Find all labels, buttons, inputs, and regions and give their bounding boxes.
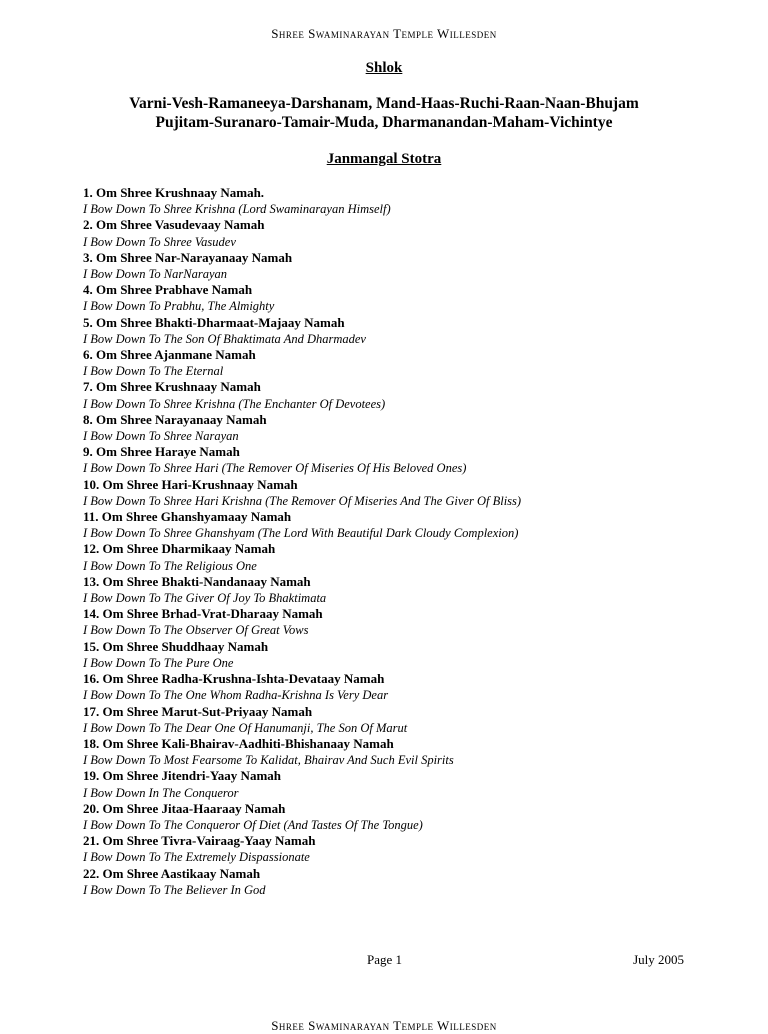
list-item [83,185,723,217]
shlok-title: Shlok [365,60,403,76]
mantra-meaning: I Bow Down To The Giver Of Joy To Bhaktimata [83,591,327,606]
list-item [83,379,723,411]
mantra-name: 7. Om Shree Krushnaay Namah [83,379,261,395]
page-number: Page 1 [367,952,403,967]
list-item [83,509,723,541]
mantra-name: 4. Om Shree Prabhave Namah [83,282,253,298]
mantra-name: 1. Om Shree Krushnaay Namah. [83,185,265,200]
list-item [83,282,723,314]
mantra-name: 16. Om Shree Radha-Krushna-Ishta-Devataay Namah [83,671,385,687]
mantra-meaning: I Bow Down To NarNarayan [83,267,228,282]
next-page-header: Shree Swaminarayan Temple Willesden [271,1018,497,1033]
mantra-name: 14. Om Shree Brhad-Vrat-Dharaay Namah [83,606,323,622]
list-item [83,801,723,833]
mantra-meaning: I Bow Down To The Extremely Dispassionate [83,850,310,865]
footer-date: July 2005 [633,952,684,967]
mantra-name: 13. Om Shree Bhakti-Nandanaay Namah [83,573,311,589]
list-item [83,736,723,768]
mantra-name: 22. Om Shree Aastikaay Namah [83,865,261,881]
mantra-meaning: I Bow Down To The One Whom Radha-Krishna Is Very Dear [83,688,389,703]
mantra-name: 15. Om Shree Shuddhaay Namah [83,638,269,654]
mantra-meaning: I Bow Down To Shree Narayan [83,429,239,444]
mantra-name: 6. Om Shree Ajanmane Namah [83,347,256,363]
list-item [83,574,723,606]
mantra-name: 9. Om Shree Haraye Namah [83,444,240,460]
mantra-meaning: I Bow Down To Shree Krishna (The Enchanter Of Devotees) [83,396,386,411]
mantra-name: 2. Om Shree Vasudevaay Namah [83,217,265,233]
mantra-meaning: I Bow Down To Prabhu, The Almighty [83,299,275,314]
mantra-name: 21. Om Shree Tivra-Vairaag-Yaay Namah [83,833,316,849]
mantra-name: 19. Om Shree Jitendri-Yaay Namah [83,768,282,784]
mantra-name: 12. Om Shree Dharmikaay Namah [83,541,276,557]
mantra-name: 5. Om Shree Bhakti-Dharmaat-Majaay Namah [83,314,345,330]
mantra-meaning: I Bow Down To The Religious One [83,558,257,573]
mantra-meaning: I Bow Down To Shree Hari Krishna (The Remover Of Miseries And The Giver Of Bliss) [83,493,522,508]
list-item [83,315,723,347]
mantra-meaning: I Bow Down To The Observer Of Great Vows [83,623,309,638]
list-item [83,250,723,282]
list-item [83,866,723,898]
list-item [83,606,723,638]
list-item [83,444,723,476]
mantra-meaning: I Bow Down To Most Fearsome To Kalidat, Bhairav And Such Evil Spirits [83,753,454,768]
list-item [83,704,723,736]
page-header: Shree Swaminarayan Temple Willesden [271,26,497,41]
list-item [83,671,723,703]
list-item [83,541,723,573]
shlok-line-1: Varni-Vesh-Ramaneeya-Darshanam, Mand-Haas-Ruchi-Raan-Naan-Bhujam [129,95,639,112]
mantra-meaning: I Bow Down To Shree Krishna (Lord Swaminarayan Himself) [83,202,391,217]
mantra-name: 10. Om Shree Hari-Krushnaay Namah [83,476,298,492]
mantra-meaning: I Bow Down To The Son Of Bhaktimata And Dharmadev [83,331,366,346]
mantra-name: 8. Om Shree Narayanaay Namah [83,411,267,427]
mantra-name: 11. Om Shree Ghanshyamaay Namah [83,509,292,525]
list-item [83,768,723,800]
mantra-meaning: I Bow Down To The Pure One [83,655,234,670]
mantra-meaning: I Bow Down To The Conqueror Of Diet (And Tastes Of The Tongue) [83,817,423,832]
mantra-meaning: I Bow Down In The Conqueror [83,785,239,800]
mantra-meaning: I Bow Down To The Dear One Of Hanumanji, The Son Of Marut [83,720,408,735]
shlok-line-2: Pujitam-Suranaro-Tamair-Muda, Dharmanandan-Maham-Vichintye [155,114,613,131]
list-item [83,347,723,379]
mantra-meaning: I Bow Down To Shree Hari (The Remover Of Miseries Of His Beloved Ones) [83,461,467,476]
stotra-title: Janmangal Stotra [326,151,442,167]
mantra-name: 17. Om Shree Marut-Sut-Priyaay Namah [83,703,313,719]
mantra-name: 18. Om Shree Kali-Bhairav-Aadhiti-Bhishanaay Namah [83,735,394,751]
mantra-name: 20. Om Shree Jitaa-Haaraay Namah [83,800,286,816]
list-item [83,639,723,671]
mantra-meaning: I Bow Down To The Eternal [83,364,224,379]
mantra-meaning: I Bow Down To The Believer In God [83,882,266,897]
mantra-meaning: I Bow Down To Shree Vasudev [83,234,236,249]
mantra-meaning: I Bow Down To Shree Ghanshyam (The Lord With Beautiful Dark Cloudy Complexion) [83,526,519,541]
list-item [83,217,723,249]
mantra-name: 3. Om Shree Nar-Narayanaay Namah [83,249,293,265]
list-item [83,412,723,444]
stotra-list [83,185,723,898]
list-item [83,477,723,509]
list-item [83,833,723,865]
